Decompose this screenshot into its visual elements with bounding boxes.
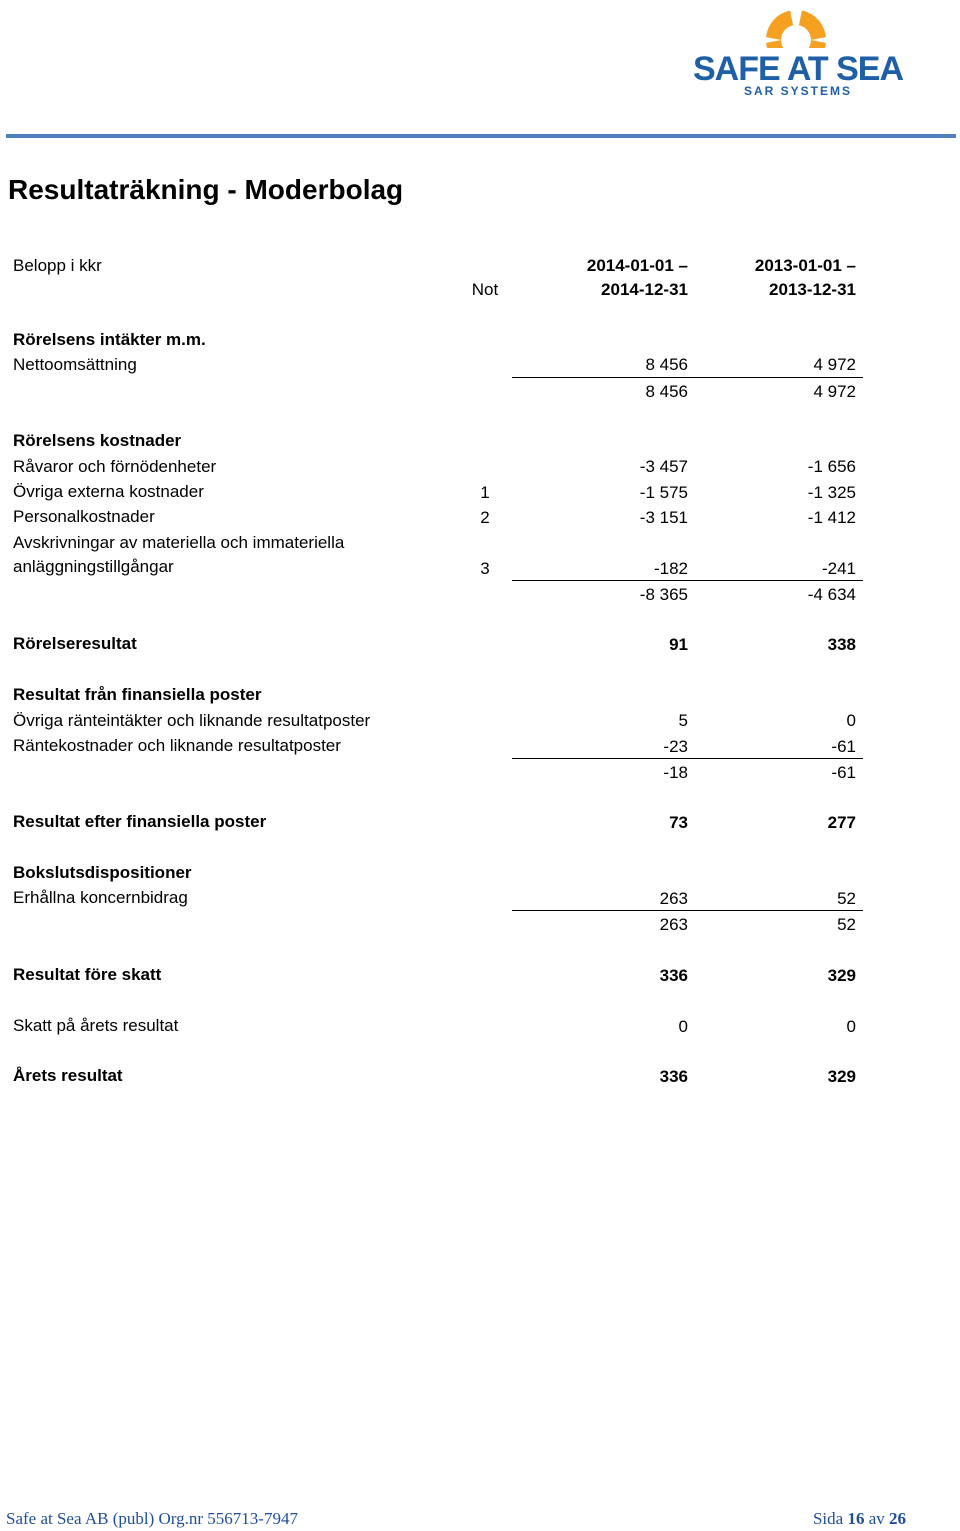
row-label: Övriga ränteintäkter och liknande resultatposter xyxy=(13,711,371,730)
row-value-2014: -182 xyxy=(653,559,688,578)
row-label: Erhållna koncernbidrag xyxy=(13,888,188,907)
row-value-2013: 329 xyxy=(827,1067,856,1086)
row-label: Rörelsens kostnader xyxy=(13,431,182,450)
row-value-2014: 336 xyxy=(659,1067,688,1086)
footer-sida: Sida xyxy=(812,1509,844,1528)
row-label: Nettoomsättning xyxy=(13,355,137,374)
subtotal-2013: -4 634 xyxy=(807,585,856,604)
subtotal-2014: 263 xyxy=(659,915,688,934)
row-label: anläggningstillgångar xyxy=(13,557,174,576)
row-value-2014: 336 xyxy=(659,966,688,985)
row-value-2013: -1 412 xyxy=(807,508,856,527)
footer-page-number xyxy=(813,1508,906,1530)
col1-header-end: 2014-12-31 xyxy=(601,280,688,299)
row-value-2013: -241 xyxy=(821,559,856,578)
row-label: Skatt på årets resultat xyxy=(13,1016,179,1035)
footer-total-pages: 26 xyxy=(889,1509,906,1528)
row-value-2014: -1 575 xyxy=(639,483,688,502)
row-value-2013: -1 325 xyxy=(807,483,856,502)
row-value-2014: 8 456 xyxy=(645,355,688,374)
subtotal-2014: -18 xyxy=(663,763,688,782)
sum-rule xyxy=(512,580,863,581)
row-value-2013: 52 xyxy=(837,889,856,908)
row-label: Resultat från finansiella poster xyxy=(13,685,262,704)
row-value-2014: 91 xyxy=(669,635,688,654)
row-value-2014: 5 xyxy=(678,711,688,730)
row-note: 2 xyxy=(480,508,490,527)
row-value-2013: 0 xyxy=(846,1017,856,1036)
row-label: Bokslutsdispositioner xyxy=(13,863,192,882)
row-note: 3 xyxy=(480,559,490,578)
row-value-2014: -3 151 xyxy=(639,508,688,527)
row-label: Personalkostnader xyxy=(13,507,155,526)
header-rule xyxy=(6,134,956,138)
page-title: Resultaträkning - Moderbolag xyxy=(8,174,404,205)
subtotal-2013: 52 xyxy=(837,915,856,934)
col1-header-start: 2014-01-01 – xyxy=(586,256,688,275)
row-label: Räntekostnader och liknande resultatposter xyxy=(13,736,341,755)
row-label: Resultat före skatt xyxy=(13,965,162,984)
row-note: 1 xyxy=(480,483,490,502)
safe-at-sea-logo xyxy=(688,4,908,100)
row-label: Rörelsens intäkter m.m. xyxy=(13,330,206,349)
row-label: Resultat efter finansiella poster xyxy=(13,812,267,831)
footer-av: av xyxy=(868,1509,885,1528)
not-header: Not xyxy=(471,280,499,299)
row-value-2013: 277 xyxy=(827,813,856,832)
subtotal-2014: -8 365 xyxy=(639,585,688,604)
row-value-2014: 263 xyxy=(659,889,688,908)
row-value-2014: 73 xyxy=(669,813,688,832)
row-value-2013: 4 972 xyxy=(813,355,856,374)
sum-rule xyxy=(512,910,863,911)
sum-rule xyxy=(512,758,863,759)
row-label: Rörelseresultat xyxy=(13,634,137,653)
row-value-2013: 0 xyxy=(846,711,856,730)
unit-label: Belopp i kkr xyxy=(13,256,102,275)
row-value-2014: 0 xyxy=(678,1017,688,1036)
footer-company: Safe at Sea AB (publ) Org.nr 556713-7947 xyxy=(6,1509,298,1528)
subtotal-2014: 8 456 xyxy=(645,382,688,401)
row-value-2013: -1 656 xyxy=(807,457,856,476)
footer-current-page: 16 xyxy=(847,1509,865,1528)
row-value-2014: -23 xyxy=(663,737,688,756)
row-label: Avskrivningar av materiella och immateriella xyxy=(13,533,345,552)
row-value-2013: 329 xyxy=(827,966,856,985)
subtotal-2013: -61 xyxy=(831,763,856,782)
row-label: Övriga externa kostnader xyxy=(13,482,204,501)
row-value-2013: 338 xyxy=(827,635,856,654)
col2-header-end: 2013-12-31 xyxy=(769,280,856,299)
row-label: Råvaror och förnödenheter xyxy=(13,457,217,476)
row-value-2014: -3 457 xyxy=(639,457,688,476)
row-value-2013: -61 xyxy=(831,737,856,756)
subtotal-2013: 4 972 xyxy=(813,382,856,401)
svg-text:SAFE AT SEA: SAFE AT SEA xyxy=(692,50,904,88)
col2-header-start: 2013-01-01 – xyxy=(754,256,856,275)
svg-text:SAR SYSTEMS: SAR SYSTEMS xyxy=(743,84,853,98)
sum-rule xyxy=(512,377,863,378)
row-label: Årets resultat xyxy=(13,1066,123,1085)
